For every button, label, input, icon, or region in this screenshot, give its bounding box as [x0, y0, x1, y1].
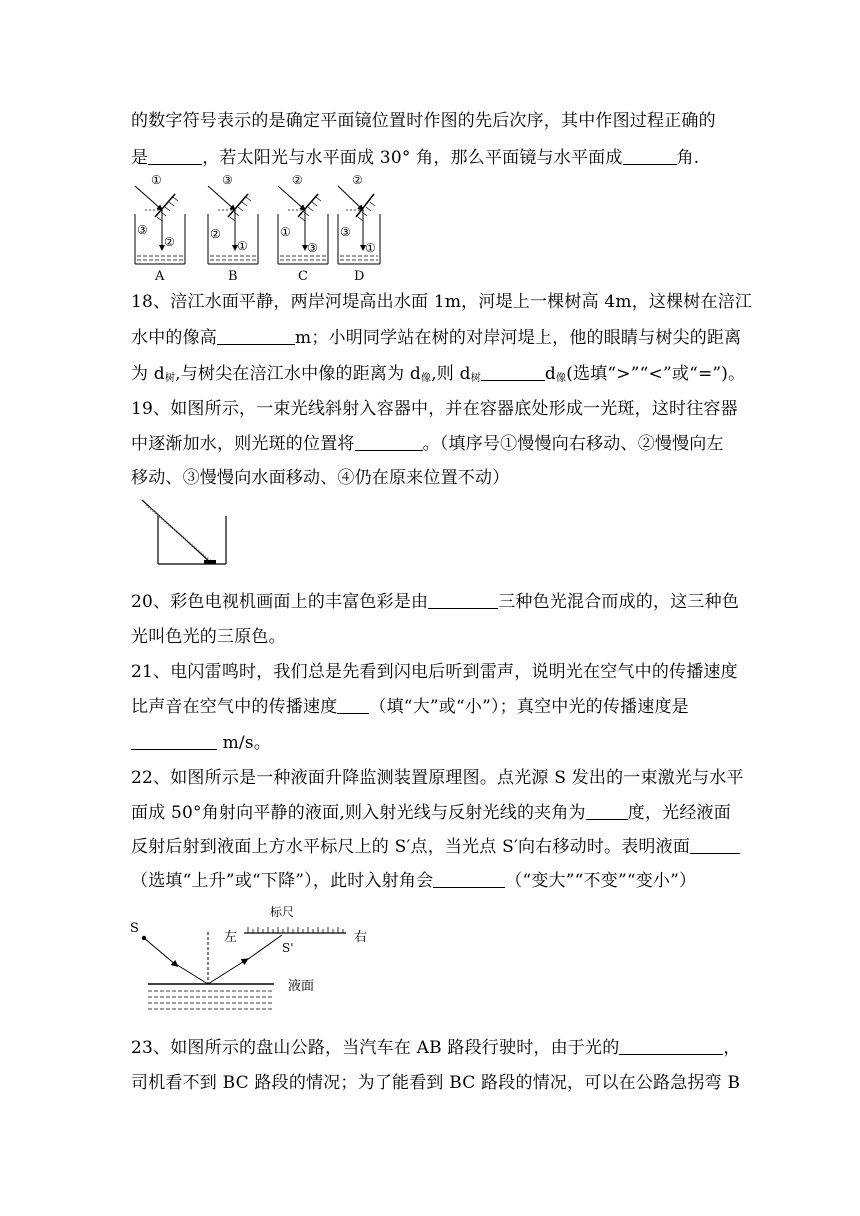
source-label: S: [130, 921, 139, 936]
option-b-diagram: [208, 173, 258, 284]
container-light-diagram: [138, 496, 234, 568]
q17-line-2: 是 ，若太阳光与水平面成 30° 角，那么平面镜与水平面成 角.: [131, 148, 700, 168]
answer-blank[interactable]: [433, 871, 505, 888]
q20-line-1: 20、彩色电视机画面上的丰富色彩是由 三种色光混合而成的，这三种色: [131, 592, 740, 612]
q23-line-2: 司机看不到 BC 路段的情况；为了能看到 BC 路段的情况，可以在公路急拐弯 B: [131, 1073, 741, 1093]
option-label: C: [298, 269, 308, 284]
answer-blank[interactable]: [131, 733, 217, 750]
q21-line-2: 比声音在空气中的传播速度 （填“大”或“小”）；真空中光的传播速度是: [131, 697, 689, 717]
mirror-diagram-options: [125, 172, 385, 284]
spot-label: S': [282, 941, 294, 955]
right-label: 右: [354, 930, 368, 945]
answer-blank[interactable]: [337, 697, 369, 714]
q18-line-2: 水中的像高 m；小明同学站在树的对岸河堤上，他的眼睛与树尖的距离: [131, 328, 742, 348]
answer-blank[interactable]: [217, 328, 295, 345]
option-label: A: [155, 269, 165, 284]
q21-line-3: m/s。: [131, 731, 271, 755]
option-label: D: [354, 269, 365, 284]
q18-line-3: 为 $d_树$,与树尖在涪江水中像的距离为 $d_像$,则 $d_树$ $d_像$(选填“>”“<”或“=”)。: [131, 364, 746, 384]
mark: ①: [237, 239, 248, 253]
q22-line-3: 反射后射到液面上方水平标尺上的 S′点，当光点 S′向右移动时。表明液面: [131, 835, 740, 859]
answer-blank[interactable]: [619, 1038, 723, 1055]
mark: ③: [307, 241, 318, 255]
q23-line-1: 23、如图所示的盘山公路，当汽车在 AB 路段行驶时，由于光的 ，: [131, 1038, 741, 1058]
ruler-label: 标尺: [270, 905, 295, 919]
answer-blank[interactable]: [355, 434, 423, 451]
q19-line-3: 移动、③慢慢向水面移动、④仍在原来位置不动）: [131, 468, 510, 488]
answer-blank[interactable]: [690, 837, 740, 854]
mark: ②: [210, 227, 221, 241]
left-label: 左: [224, 930, 238, 945]
mark: ①: [151, 173, 162, 187]
q17-line-1: 的数字符号表示的是确定平面镜位置时作图的先后次序，其中作图过程正确的: [131, 111, 716, 131]
q22-line-2: 面成 50°角射向平静的液面,则入射光线与反射光线的夹角为 度，光经液面: [131, 803, 731, 823]
q20-line-2: 光叫色光的三原色。: [131, 627, 286, 647]
mark: ②: [292, 173, 303, 187]
answer-blank[interactable]: [623, 148, 677, 165]
answer-blank[interactable]: [586, 803, 628, 820]
q18-line-1: 18、涪江水面平静，两岸河堤高出水面 1m，河堤上一棵树高 4m，这棵树在涪江: [131, 292, 753, 312]
q22-line-4: （选填“上升”或“下降”），此时入射角会 （“变大”“不变”“变小”）: [131, 871, 697, 891]
mark: ②: [164, 235, 175, 249]
mark: ①: [365, 241, 376, 255]
mark: ③: [222, 173, 233, 187]
option-a-diagram: [135, 173, 185, 284]
option-c-diagram: [278, 173, 328, 284]
liquid-level-diagram: [128, 902, 378, 1020]
option-label: B: [228, 269, 238, 284]
q21-line-1: 21、电闪雷鸣时，我们总是先看到闪电后听到雷声，说明光在空气中的传播速度: [131, 662, 738, 682]
option-d-diagram: [338, 173, 380, 284]
answer-blank[interactable]: [481, 364, 545, 381]
q22-line-1: 22、如图所示是一种液面升降监测装置原理图。点光源 S 发出的一束激光与水平: [131, 768, 744, 788]
surface-label: 液面: [288, 979, 315, 994]
answer-blank[interactable]: [428, 592, 498, 609]
mark: ③: [340, 225, 351, 239]
q19-line-2: 中逐渐加水，则光斑的位置将 。（填序号①慢慢向右移动、②慢慢向左: [131, 434, 724, 454]
answer-blank[interactable]: [148, 148, 202, 165]
mark: ①: [280, 225, 291, 239]
mark: ②: [352, 173, 363, 187]
mark: ③: [137, 223, 148, 237]
q19-line-1: 19、如图所示，一束光线斜射入容器中，并在容器底处形成一光斑，这时往容器: [131, 399, 738, 419]
